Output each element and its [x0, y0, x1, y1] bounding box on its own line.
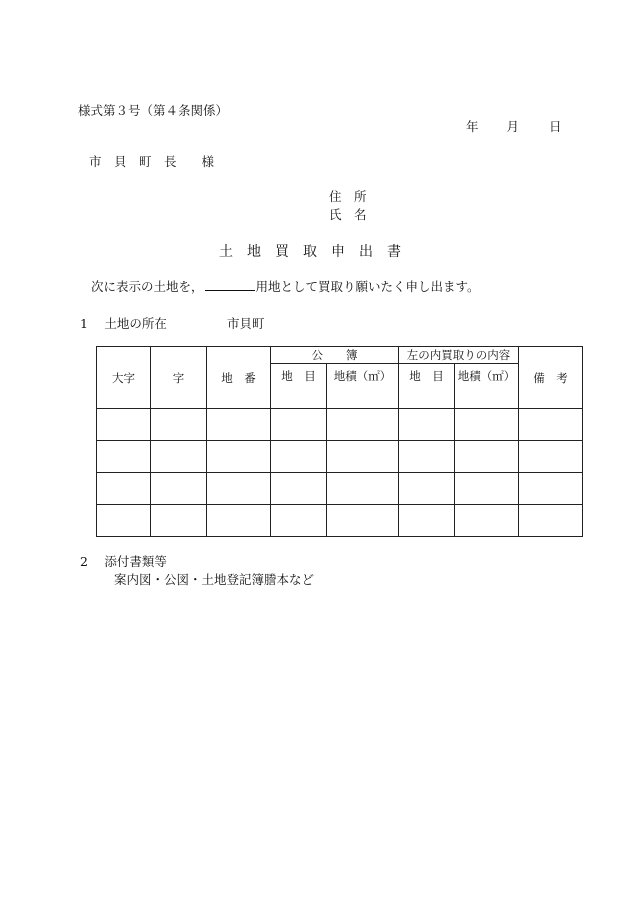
- header-koubo: 公 簿: [271, 347, 399, 364]
- table-cell[interactable]: [327, 505, 399, 537]
- header-kaitori: 左の内買取りの内容: [399, 347, 519, 364]
- table-row: [97, 505, 583, 537]
- table-cell[interactable]: [97, 473, 151, 505]
- table-cell[interactable]: [455, 441, 519, 473]
- table-cell[interactable]: [455, 409, 519, 441]
- header-koubo-chiseki: 地積（㎡）: [327, 364, 399, 409]
- table-cell[interactable]: [207, 441, 271, 473]
- table-cell[interactable]: [207, 505, 271, 537]
- table-cell[interactable]: [327, 409, 399, 441]
- header-chiban: 地 番: [207, 347, 271, 409]
- document-title: 土 地 買 取 申 出 書: [219, 244, 401, 260]
- table-row: [97, 409, 583, 441]
- address-label: 住 所: [329, 189, 367, 204]
- body-text: [91, 277, 480, 295]
- section2-items: 案内図・公図・土地登記簿謄本など: [114, 572, 315, 587]
- section1-heading: 1 土地の所在: [80, 316, 167, 331]
- table-row: [97, 473, 583, 505]
- table-cell[interactable]: [151, 505, 207, 537]
- header-oaza: 大字: [97, 347, 151, 409]
- table-cell[interactable]: [207, 473, 271, 505]
- header-kaitori-chiseki: 地積（㎡）: [455, 364, 519, 409]
- purpose-blank[interactable]: [205, 278, 255, 291]
- table-cell[interactable]: [151, 409, 207, 441]
- table-cell[interactable]: [97, 505, 151, 537]
- table-cell[interactable]: [151, 441, 207, 473]
- table-cell[interactable]: [271, 441, 327, 473]
- table-cell[interactable]: [151, 473, 207, 505]
- section2-heading: 2 添付書類等: [80, 554, 167, 569]
- header-bikou: 備 考: [519, 347, 583, 409]
- table-cell[interactable]: [327, 473, 399, 505]
- table-cell[interactable]: [97, 409, 151, 441]
- body-text-before: 次に表示の土地を，: [91, 279, 204, 294]
- date-line: [466, 117, 562, 135]
- table-cell[interactable]: [399, 505, 455, 537]
- name-label: 氏 名: [329, 207, 367, 222]
- header-kaitori-chimoku: 地 目: [399, 364, 455, 409]
- table-cell[interactable]: [399, 409, 455, 441]
- table-cell[interactable]: [271, 409, 327, 441]
- addressee: 市 貝 町 長 様: [89, 154, 215, 169]
- land-table: [96, 346, 583, 537]
- table-cell[interactable]: [519, 409, 583, 441]
- date-year-label: 年: [466, 119, 479, 134]
- table-cell[interactable]: [519, 505, 583, 537]
- table-cell[interactable]: [399, 441, 455, 473]
- table-cell[interactable]: [97, 441, 151, 473]
- table-cell[interactable]: [455, 505, 519, 537]
- date-month-label: 月: [506, 119, 520, 134]
- header-aza: 字: [151, 347, 207, 409]
- table-cell[interactable]: [327, 441, 399, 473]
- section1-town: 市貝町: [227, 316, 265, 331]
- header-koubo-chimoku: 地 目: [271, 364, 327, 409]
- table-cell[interactable]: [399, 473, 455, 505]
- form-number: 様式第３号（第４条関係）: [78, 103, 229, 118]
- table-cell[interactable]: [207, 409, 271, 441]
- table-row: [97, 441, 583, 473]
- table-cell[interactable]: [519, 441, 583, 473]
- table-cell[interactable]: [519, 473, 583, 505]
- table-cell[interactable]: [455, 473, 519, 505]
- body-text-after: 用地として買取り願いたく申し出ます。: [255, 279, 480, 294]
- table-cell[interactable]: [271, 505, 327, 537]
- date-day-label: 日: [549, 119, 562, 134]
- table-cell[interactable]: [271, 473, 327, 505]
